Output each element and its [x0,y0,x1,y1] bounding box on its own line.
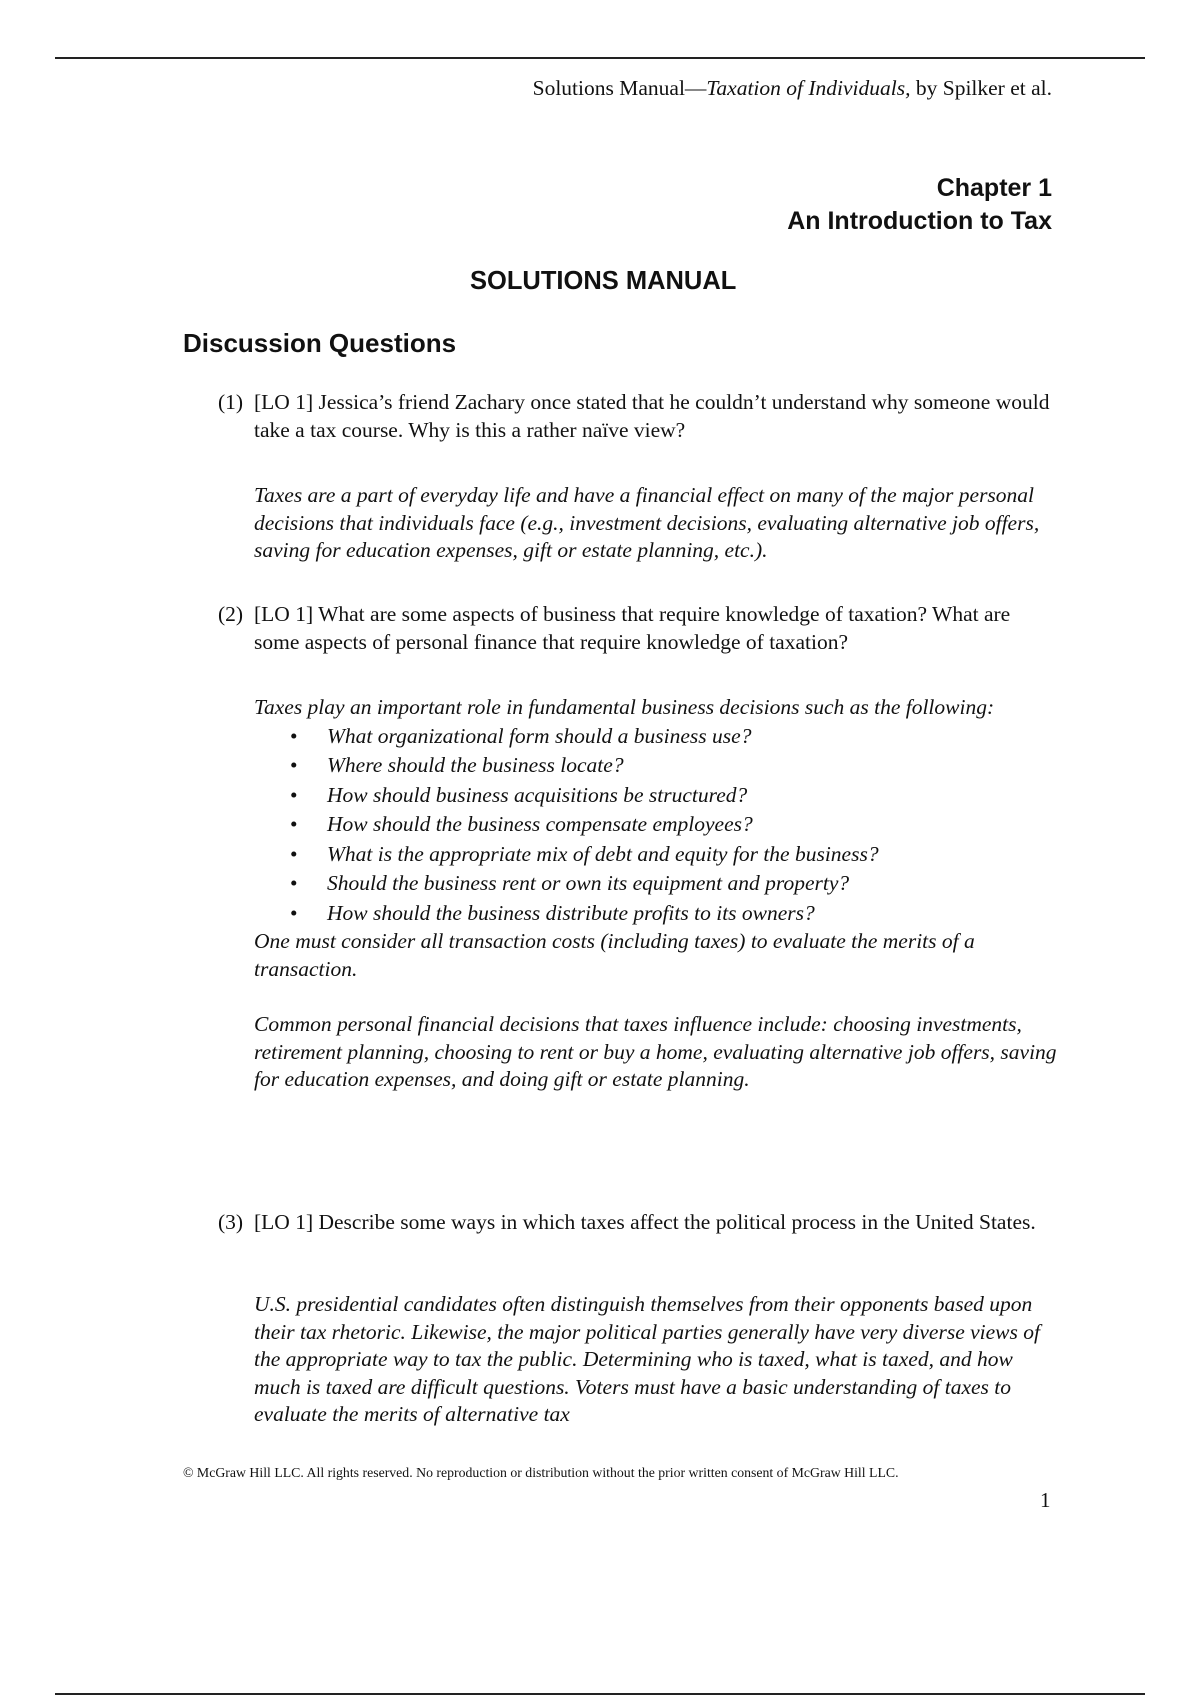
bullet-icon: • [290,871,298,895]
chapter-number: Chapter 1 [936,174,1052,202]
answer-1 [254,482,1064,565]
question-number: (3) [218,1210,244,1234]
top-rule [55,57,1145,59]
manual-title: SOLUTIONS MANUAL [470,267,737,295]
running-head-book-title: Taxation of Individuals, [706,76,911,100]
list-item: • What is the appropriate mix of debt and equity for the business? [254,840,1064,870]
question-1 [218,388,1058,444]
question-text: [LO 1] Jessica’s friend Zachary once stated that he couldn’t understand why someone would take a tax course. Why is this a rather naïve view? [254,390,1050,442]
bottom-rule [55,1693,1145,1695]
question-3 [218,1208,1058,1236]
list-item: • How should business acquisitions be structured? [254,781,1064,811]
chapter-heading [787,172,1052,238]
question-text: [LO 1] What are some aspects of business that require knowledge of taxation? What are some aspects of personal finance that require knowledge of taxation? [254,602,1011,654]
bullet-icon: • [290,812,298,836]
running-head-prefix: Solutions Manual— [532,76,707,100]
bullet-icon: • [290,782,298,807]
bullet-icon: • [290,753,298,777]
bullet-list [254,722,1064,929]
answer-conclusion: One must consider all transaction costs (including taxes) to evaluate the merits of a transaction. [254,929,975,981]
answer-text: U.S. presidential candidates often distinguish themselves from their opponents based upon their tax rhetoric. Likewise, the major political parties generally have very diverse views of the appropriate way to tax the public. Determining who is taxed, what is taxed, and how much is taxed are difficult questions. Voters must have a basic understanding of taxes to evaluate the merits of alternative tax [254,1292,1040,1426]
answer-intro: Taxes play an important role in fundamental business decisions such as the following: [254,695,995,719]
answer-2 [254,694,1064,1094]
running-head [533,76,1052,101]
page-number: 1 [1040,1488,1051,1512]
question-text: [LO 1] Describe some ways in which taxes affect the political process in the United States. [254,1210,1036,1234]
copyright-notice: © McGraw Hill LLC. All rights reserved. No reproduction or distribution without the prior written consent of McGraw Hill LLC. [183,1465,899,1480]
bullet-icon: • [290,900,298,925]
running-head-suffix: by Spilker et al. [910,76,1052,100]
question-2 [218,600,1058,656]
list-item: • How should the business distribute profits to its owners? [254,899,1064,929]
question-number: (1) [218,390,244,414]
list-item: • What organizational form should a business use? [254,722,1064,752]
answer-personal: Common personal financial decisions that taxes influence include: choosing investments, retirement planning, choosing to rent or buy a home, evaluating alternative job offers, saving for education expenses, and doing gift or estate planning. [254,1012,1057,1091]
bullet-icon: • [290,723,298,748]
question-number: (2) [218,602,244,626]
section-title: Discussion Questions [183,328,457,358]
bullet-icon: • [290,841,298,866]
chapter-title: An Introduction to Tax [787,207,1052,235]
answer-text: Taxes are a part of everyday life and have a financial effect on many of the major personal decisions that individuals face (e.g., investment decisions, evaluating alternative job offers, saving for education expenses, gift or estate planning, etc.). [254,483,1040,562]
list-item: • Should the business rent or own its equipment and property? [254,869,1064,899]
list-item: • Where should the business locate? [254,751,1064,781]
answer-3 [254,1291,1064,1429]
list-item: • How should the business compensate employees? [254,810,1064,840]
